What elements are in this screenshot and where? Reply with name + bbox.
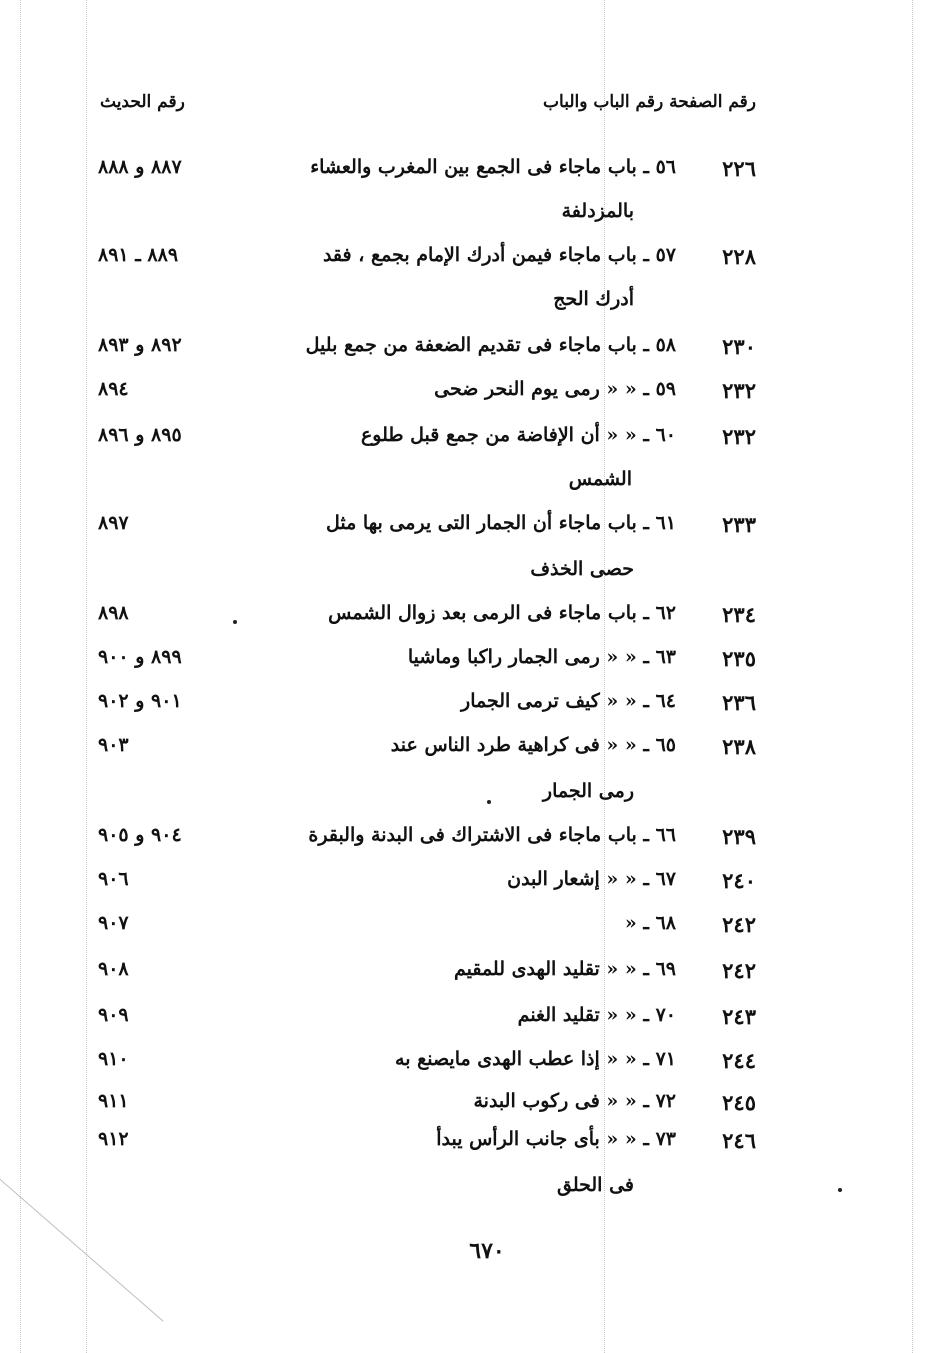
index-row (0, 1128, 944, 1162)
chapter-title: ٧٠ ـ « « تقليد الغنم (517, 1004, 676, 1026)
page-number: ٢٣٠ (722, 334, 756, 359)
chapter-title: ٥٨ ـ باب ماجاء فى تقديم الضعفة من جمع بليل (305, 334, 676, 356)
chapter-title-continuation: فى الحلق (556, 1174, 634, 1196)
chapter-title-continuation: أدرك الحج (553, 288, 634, 310)
chapter-title: ٦٦ ـ باب ماجاء فى الاشتراك فى البدنة والبقرة (308, 824, 676, 846)
chapter-title: ٦٢ ـ باب ماجاء فى الرمى بعد زوال الشمس (328, 602, 676, 624)
page-number: ٢٣٢ (722, 424, 756, 449)
chapter-title: ٦٤ ـ « « كيف ترمى الجمار (461, 690, 676, 712)
index-row (0, 156, 944, 190)
hadith-numbers: ٩١١ (98, 1090, 129, 1112)
index-row (0, 424, 944, 458)
hadith-numbers: ٨٩٢ و ٨٩٣ (98, 334, 182, 356)
chapter-title: ٦٥ ـ « « فى كراهية طرد الناس عند (390, 734, 676, 756)
page-number: ٢٣٢ (722, 378, 756, 403)
chapter-title: ٧٢ ـ « « فى ركوب البدنة (473, 1090, 676, 1112)
page-footer-number: ٦٧٠ (469, 1238, 505, 1264)
column-header-hadith-number: رقم الحديث (100, 92, 185, 112)
hadith-numbers: ٩٠٩ (98, 1004, 129, 1026)
index-row (0, 1004, 944, 1038)
hadith-numbers: ٩٠٦ (98, 868, 129, 890)
page-number: ٢٢٦ (722, 156, 756, 181)
page-number: ٢٣٤ (722, 602, 756, 627)
index-row (0, 958, 944, 992)
column-header-page-and-chapter: رقم الصفحة رقم الباب والباب (543, 92, 756, 112)
index-row (0, 912, 944, 946)
hadith-numbers: ٨٩٧ (98, 512, 129, 534)
hadith-numbers: ٨٩٥ و ٨٩٦ (98, 424, 182, 446)
hadith-numbers: ٩١٠ (98, 1048, 129, 1070)
chapter-title: ٥٦ ـ باب ماجاء فى الجمع بين المغرب والعشاء (310, 156, 676, 178)
index-row (0, 734, 944, 768)
page-number: ٢٣٩ (722, 824, 756, 849)
chapter-title: ٦٣ ـ « « رمى الجمار راكبا وماشيا (407, 646, 676, 668)
chapter-title: ٥٧ ـ باب ماجاء فيمن أدرك الإمام بجمع ، فقد (322, 244, 676, 266)
chapter-title: ٦٨ ـ « (624, 912, 676, 934)
index-row (0, 824, 944, 858)
hadith-numbers: ٨٨٩ ـ ٨٩١ (98, 244, 179, 266)
hadith-numbers: ٨٩٤ (98, 378, 129, 400)
hadith-numbers: ٩٠٨ (98, 958, 129, 980)
page-number: ٢٤٣ (722, 1004, 756, 1029)
chapter-title-continuation: حصى الخذف (530, 558, 634, 580)
chapter-title-continuation: الشمس (568, 468, 632, 490)
hadith-numbers: ٩٠٣ (98, 734, 129, 756)
chapter-title: ٧٣ ـ « « بأى جانب الرأس يبدأ (436, 1128, 676, 1150)
chapter-title: ٦٧ ـ « « إشعار البدن (507, 868, 676, 890)
hadith-numbers: ٩٠١ و ٩٠٢ (98, 690, 182, 712)
hadith-numbers: ٨٩٨ (98, 602, 129, 624)
index-row (0, 1048, 944, 1082)
page-number: ٢٣٦ (722, 690, 756, 715)
page-number: ٢٣٥ (722, 646, 756, 671)
index-row (0, 646, 944, 680)
page-number: ٢٤٠ (722, 868, 756, 893)
chapter-title: ٧١ ـ « « إذا عطب الهدى مايصنع به (395, 1048, 676, 1070)
hadith-numbers: ٩١٢ (98, 1128, 129, 1150)
page-number: ٢٣٨ (722, 734, 756, 759)
index-row (0, 334, 944, 368)
hadith-numbers: ٨٩٩ و ٩٠٠ (98, 646, 182, 668)
index-row (0, 244, 944, 278)
page-number: ٢٤٢ (722, 912, 756, 937)
chapter-title: ٦٠ ـ « « أن الإفاضة من جمع قبل طلوع (360, 424, 676, 446)
hadith-numbers: ٨٨٧ و ٨٨٨ (98, 156, 182, 178)
index-row (0, 1090, 944, 1124)
page-number: ٢٤٢ (722, 958, 756, 983)
page-number: ٢٤٦ (722, 1128, 756, 1153)
page-number: ٢٤٤ (722, 1048, 756, 1073)
hadith-numbers: ٩٠٤ و ٩٠٥ (98, 824, 182, 846)
page-number: ٢٢٨ (722, 244, 756, 269)
chapter-title: ٦٩ ـ « « تقليد الهدى للمقيم (453, 958, 676, 980)
index-row (0, 512, 944, 546)
page-number: ٢٤٥ (722, 1090, 756, 1115)
chapter-title-continuation: بالمزدلفة (561, 200, 634, 222)
index-row (0, 690, 944, 724)
index-row (0, 868, 944, 902)
chapter-title: ٥٩ ـ « « رمى يوم النحر ضحى (434, 378, 676, 400)
speck (838, 1188, 842, 1192)
page-number: ٢٣٣ (722, 512, 756, 537)
hadith-numbers: ٩٠٧ (98, 912, 129, 934)
index-row (0, 378, 944, 412)
chapter-title-continuation: رمى الجمار (542, 780, 634, 802)
index-row (0, 602, 944, 636)
chapter-title: ٦١ ـ باب ماجاء أن الجمار التى يرمى بها مثل (326, 512, 676, 534)
